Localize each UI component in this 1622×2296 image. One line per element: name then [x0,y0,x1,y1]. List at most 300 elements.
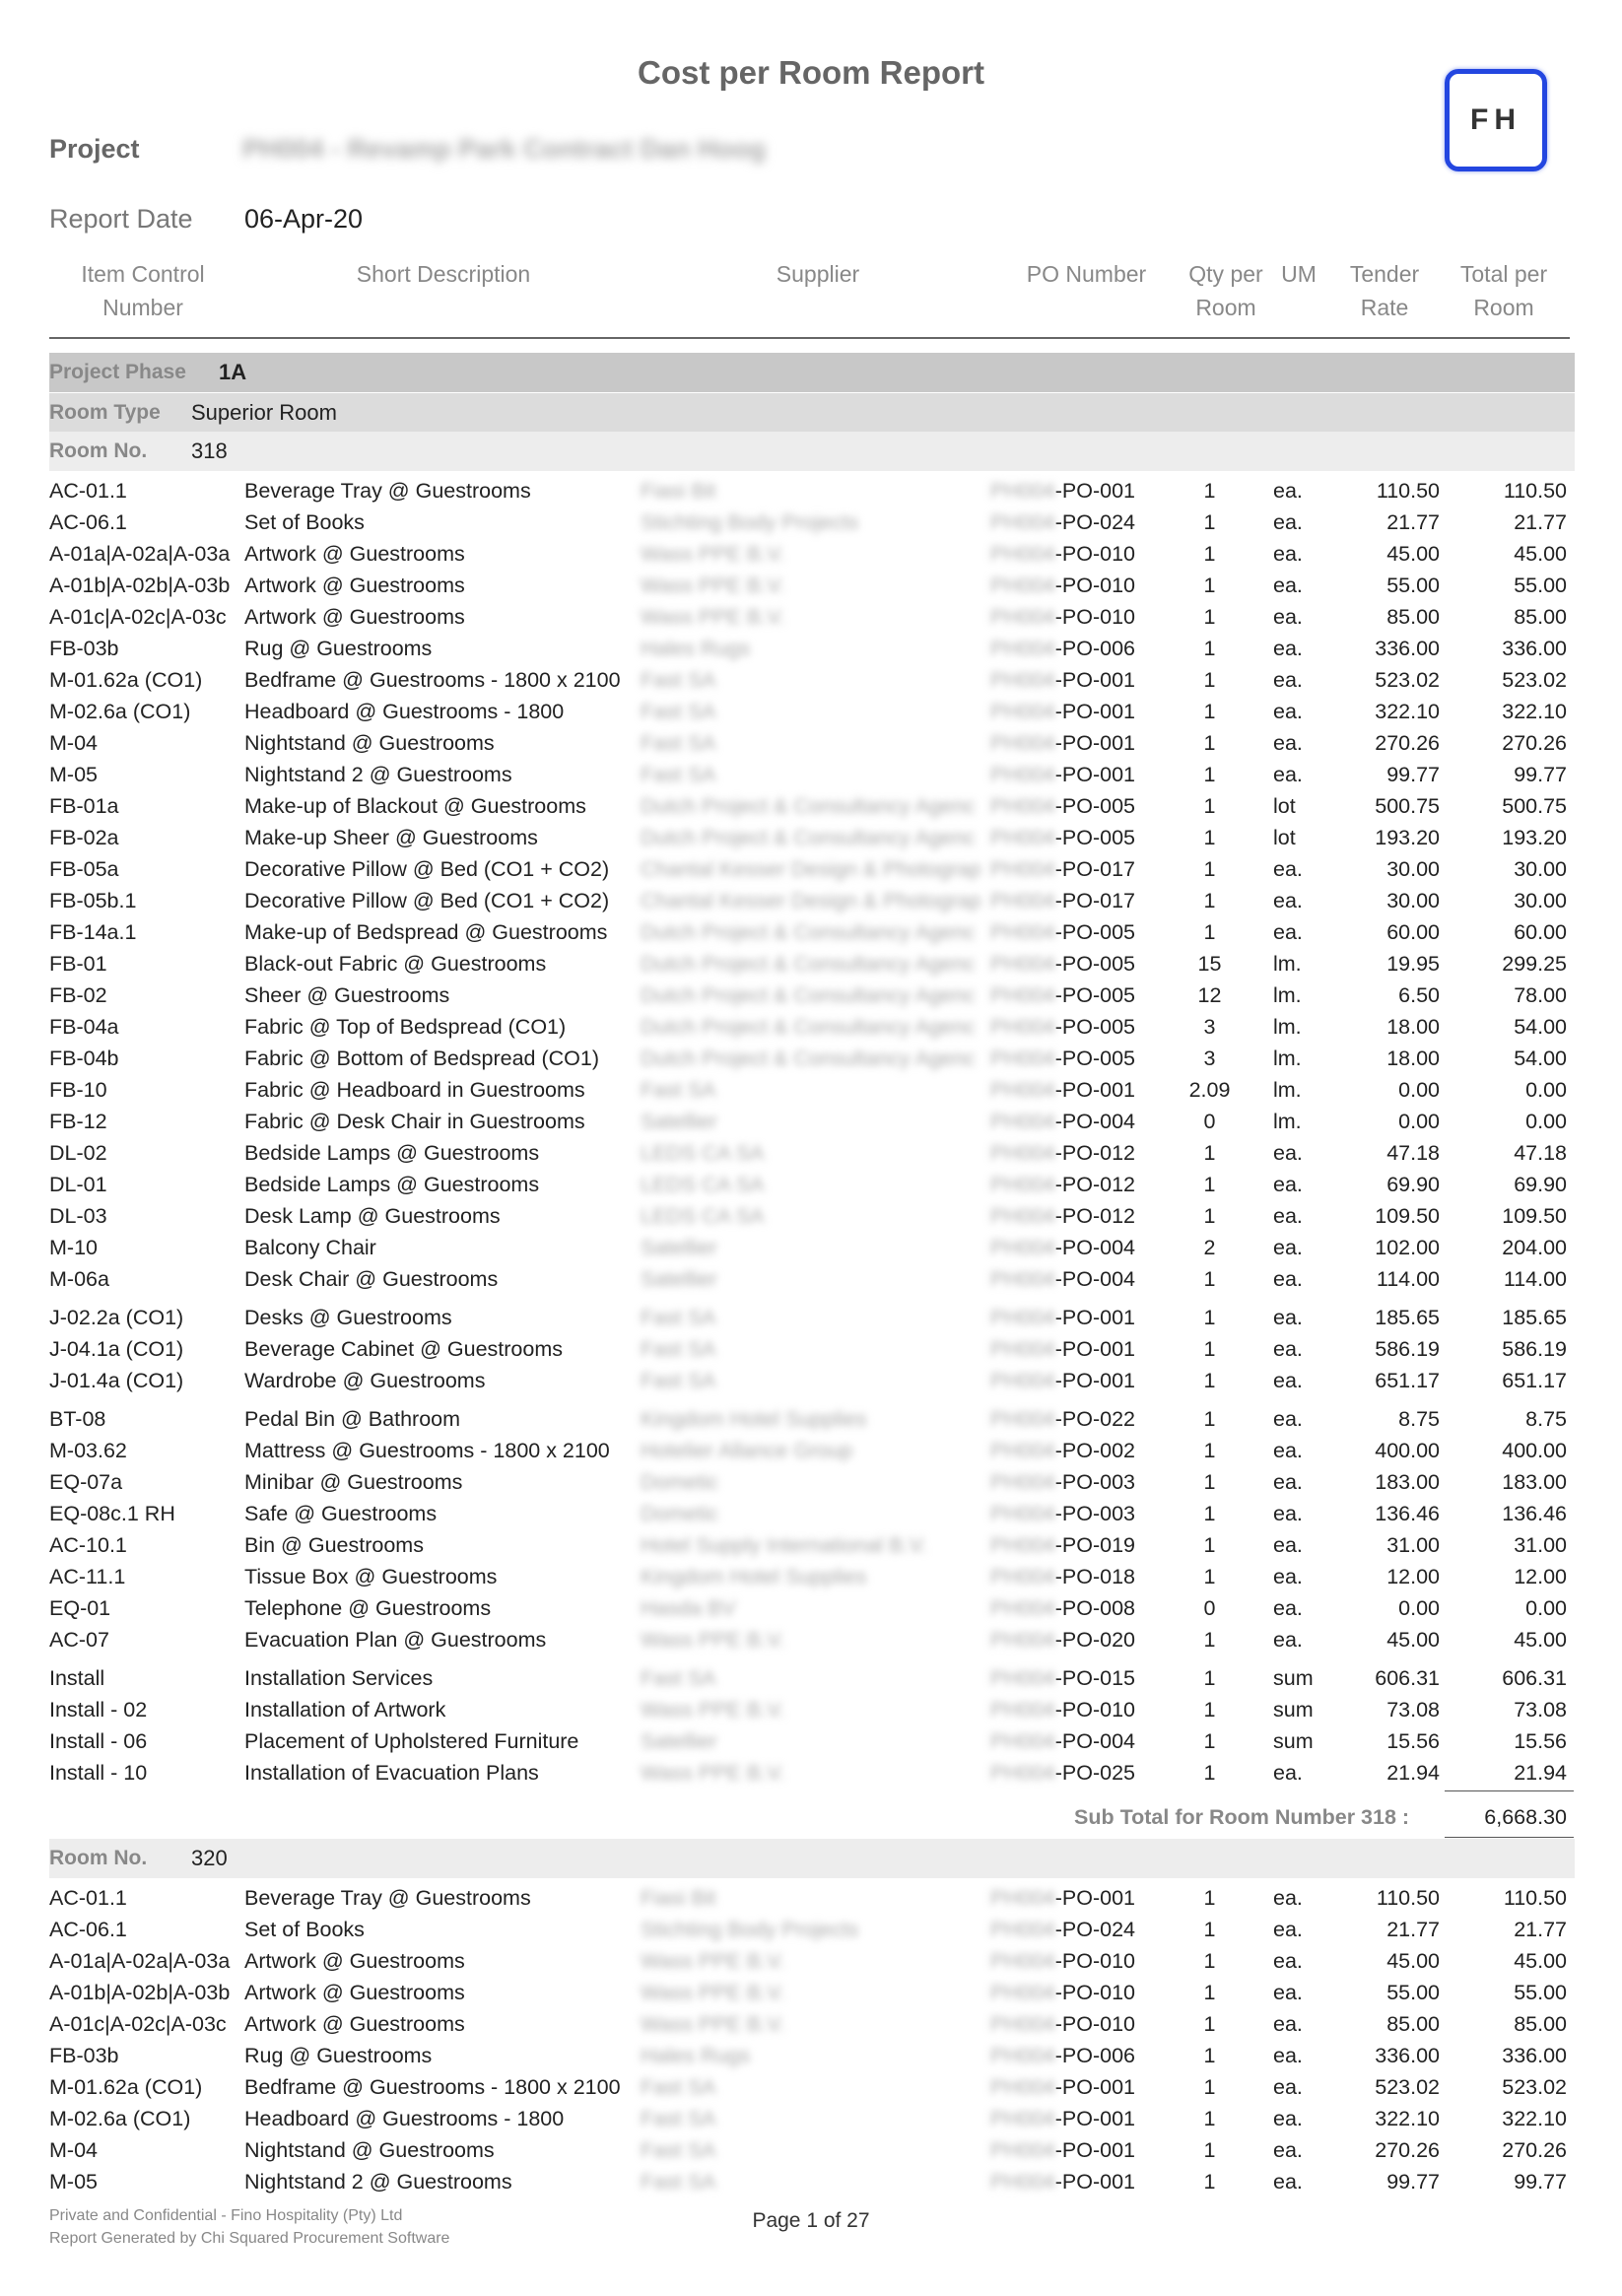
total-per-room: 45.00 [1514,542,1567,566]
table-row [0,1726,1622,1758]
po-number [990,763,1136,787]
supplier: Wass PPE B.V. [641,542,785,566]
total-per-room: 270.26 [1502,2138,1567,2162]
item-control-number: M-04 [49,2138,98,2162]
po-prefix: PH004 [990,605,1055,629]
po-suffix: -PO-001 [1054,731,1136,755]
unit-of-measure: ea. [1273,700,1303,723]
short-description: Telephone @ Guestrooms [244,1596,492,1620]
total-per-room: 586.19 [1502,1337,1567,1361]
supplier: Fast SA [641,668,716,692]
qty-per-room: 1 [1203,605,1216,629]
item-control-number: M-03.62 [49,1439,127,1462]
unit-of-measure: lot [1273,794,1296,818]
qty-per-room: 1 [1203,1173,1216,1196]
po-number [990,1628,1136,1653]
po-prefix: PH004 [990,542,1055,566]
qty-per-room: 1 [1203,1886,1216,1910]
po-number [990,700,1136,724]
po-prefix: PH004 [990,1918,1055,1941]
item-control-number: FB-12 [49,1110,107,1133]
supplier: Chantal Kesser Design & Photograp [641,857,980,881]
supplier: LEDS CA SA [641,1141,765,1165]
short-description: Beverage Cabinet @ Guestrooms [244,1337,563,1361]
unit-of-measure: ea. [1273,857,1303,881]
total-per-room: 21.77 [1514,510,1567,534]
unit-of-measure: lot [1273,826,1296,849]
tender-rate: 400.00 [1375,1439,1440,1462]
qty-per-room: 1 [1203,1470,1216,1494]
report-date-value: 06-Apr-20 [244,204,364,234]
po-suffix: -PO-022 [1054,1407,1136,1431]
po-suffix: -PO-003 [1054,1502,1136,1525]
total-per-room: 69.90 [1514,1173,1567,1196]
table-row [0,760,1622,791]
table-row [0,1201,1622,1233]
table-row [0,1499,1622,1530]
po-prefix: PH004 [990,2170,1055,2194]
po-prefix: PH004 [990,1267,1055,1291]
col-header-supplier: Supplier [776,261,860,287]
po-number [990,1886,1136,1911]
item-control-number: FB-02 [49,983,107,1007]
qty-per-room: 1 [1203,1918,1216,1941]
item-control-number: DL-02 [49,1141,107,1165]
total-per-room: 73.08 [1514,1698,1567,1722]
tender-rate: 651.17 [1375,1369,1440,1392]
table-row [0,1978,1622,2009]
total-per-room: 45.00 [1514,1628,1567,1652]
tender-rate: 21.77 [1386,1918,1440,1941]
total-per-room: 0.00 [1525,1596,1567,1620]
po-prefix: PH004 [990,1173,1055,1196]
item-control-number: Install - 06 [49,1729,148,1753]
po-prefix: PH004 [990,952,1055,976]
qty-per-room: 1 [1203,1981,1216,2004]
qty-per-room: 1 [1203,1565,1216,1588]
supplier: Fast SA [641,2170,716,2194]
short-description: Nightstand 2 @ Guestrooms [244,763,512,786]
tender-rate: 21.77 [1386,510,1440,534]
item-control-number: EQ-07a [49,1470,123,1494]
table-row [0,697,1622,728]
total-per-room: 651.17 [1502,1369,1567,1392]
short-description: Installation Services [244,1666,434,1690]
tender-rate: 110.50 [1376,1886,1440,1910]
short-description: Artwork @ Guestrooms [244,1949,465,1973]
po-number [990,574,1136,598]
item-control-number: J-04.1a (CO1) [49,1337,184,1361]
total-per-room: 85.00 [1514,605,1567,629]
supplier: Dutch Project & Consultancy Agenc [641,826,976,849]
total-per-room: 606.31 [1502,1666,1567,1690]
unit-of-measure: sum [1273,1729,1314,1753]
short-description: Minibar @ Guestrooms [244,1470,463,1494]
short-description: Desks @ Guestrooms [244,1306,452,1329]
unit-of-measure: ea. [1273,2075,1303,2099]
po-suffix: -PO-005 [1054,1047,1136,1070]
supplier: Stichting Body Projects [641,510,859,534]
po-number [990,1267,1136,1292]
qty-per-room: 1 [1203,1666,1216,1690]
po-suffix: -PO-001 [1054,668,1136,692]
room-no-band-320 [49,1839,1575,1878]
project-phase-value: 1A [219,360,247,384]
qty-per-room: 1 [1203,1407,1216,1431]
qty-per-room: 1 [1203,1949,1216,1973]
po-suffix: -PO-010 [1054,1698,1136,1722]
table-row [0,1264,1622,1296]
supplier: Wass PPE B.V. [641,1761,785,1785]
po-number [990,1306,1136,1330]
table-row [0,1436,1622,1467]
qty-per-room: 1 [1203,668,1216,692]
item-control-number: A-01b|A-02b|A-03b [49,574,231,597]
supplier: Fast SA [641,1306,716,1329]
po-prefix: PH004 [990,1141,1055,1165]
po-suffix: -PO-020 [1054,1628,1136,1652]
supplier: Fast SA [641,1337,716,1361]
po-suffix: -PO-001 [1054,1369,1136,1392]
total-per-room: 54.00 [1514,1047,1567,1070]
short-description: Sheer @ Guestrooms [244,983,450,1007]
room-no-band-318 [49,432,1575,471]
tender-rate: 109.50 [1375,1204,1440,1228]
total-per-room: 21.77 [1514,1918,1567,1941]
po-number [990,605,1136,630]
po-suffix: -PO-005 [1054,1015,1136,1039]
po-number [990,983,1136,1008]
supplier: Fiasi Bit [641,479,716,503]
col-header-tender-rate: Tender Rate [1349,261,1420,320]
po-suffix: -PO-001 [1054,2075,1136,2099]
po-number [990,952,1136,977]
tender-rate: 136.46 [1375,1502,1440,1525]
unit-of-measure: ea. [1273,1886,1303,1910]
supplier: Kingdom Hotel Supplies [641,1407,867,1431]
tender-rate: 500.75 [1375,794,1440,818]
item-control-number: J-01.4a (CO1) [49,1369,184,1392]
total-per-room: 45.00 [1514,1949,1567,1973]
unit-of-measure: lm. [1273,1110,1302,1133]
table-row [0,1467,1622,1499]
po-suffix: -PO-004 [1054,1110,1136,1133]
room-no-value: 320 [191,1846,228,1870]
table-row [0,1530,1622,1562]
report-title: Cost per Room Report [637,54,984,91]
supplier: Chantal Kesser Design & Photograp [641,889,980,912]
po-number [990,1078,1136,1103]
supplier: Satellier [641,1236,717,1259]
unit-of-measure: ea. [1273,2170,1303,2194]
unit-of-measure: ea. [1273,1761,1303,1785]
supplier: Stichting Body Projects [641,1918,859,1941]
supplier: Fast SA [641,731,716,755]
qty-per-room: 1 [1203,2138,1216,2162]
qty-per-room: 1 [1203,1761,1216,1785]
po-number [990,920,1136,945]
supplier: Wass PPE B.V. [641,1949,785,1973]
short-description: Headboard @ Guestrooms - 1800 [244,700,565,723]
po-suffix: -PO-018 [1054,1565,1136,1588]
po-number [990,1729,1136,1754]
tender-rate: 47.18 [1386,1141,1440,1165]
table-row [0,980,1622,1012]
short-description: Bin @ Guestrooms [244,1533,424,1557]
table-row [0,1138,1622,1170]
po-prefix: PH004 [990,1981,1055,2004]
col-header-short-description: Short Description [356,261,531,287]
item-control-number: BT-08 [49,1407,106,1431]
po-number [990,668,1136,693]
po-number [990,1015,1136,1040]
po-prefix: PH004 [990,1407,1055,1431]
page-number: Page 1 of 27 [752,2209,870,2232]
po-prefix: PH004 [990,2107,1055,2130]
project-label: Project [49,134,140,164]
room-type-band [49,393,1575,433]
supplier: Hotelier Allance Group [641,1439,853,1462]
footer-generated-by: Report Generated by Chi Squared Procurement Software [49,2230,450,2247]
short-description: Headboard @ Guestrooms - 1800 [244,2107,565,2130]
table-row [0,539,1622,571]
qty-per-room: 1 [1203,2170,1216,2194]
table-row [0,1044,1622,1075]
po-prefix: PH004 [990,2138,1055,2162]
qty-per-room: 1 [1203,574,1216,597]
unit-of-measure: lm. [1273,1078,1302,1102]
po-suffix: -PO-010 [1054,1949,1136,1973]
short-description: Desk Chair @ Guestrooms [244,1267,499,1291]
col-header-qty-per-room: Qty per Room [1188,261,1263,320]
po-number [990,1173,1136,1197]
po-prefix: PH004 [990,826,1055,849]
table-row [0,1562,1622,1593]
qty-per-room: 1 [1203,1533,1216,1557]
total-per-room: 30.00 [1514,889,1567,912]
unit-of-measure: ea. [1273,1173,1303,1196]
col-header-um: UM [1281,261,1317,287]
unit-of-measure: ea. [1273,1204,1303,1228]
qty-per-room: 2 [1203,1236,1216,1259]
po-number [990,1047,1136,1071]
table-row [0,507,1622,539]
unit-of-measure: ea. [1273,1141,1303,1165]
po-prefix: PH004 [990,2012,1055,2036]
unit-of-measure: ea. [1273,731,1303,755]
table-row [0,1883,1622,1915]
tender-rate: 73.08 [1386,1698,1440,1722]
table-row [0,634,1622,665]
total-per-room: 336.00 [1502,637,1567,660]
table-row [0,854,1622,886]
item-control-number: AC-01.1 [49,1886,127,1910]
po-number [990,1407,1136,1432]
table-row [0,886,1622,917]
qty-per-room: 1 [1203,1337,1216,1361]
tender-rate: 102.00 [1375,1236,1440,1259]
supplier: Satellier [641,1729,717,1753]
tender-rate: 18.00 [1386,1047,1440,1070]
qty-per-room: 1 [1203,700,1216,723]
tender-rate: 606.31 [1375,1666,1440,1690]
table-row [0,2135,1622,2167]
item-control-number: AC-07 [49,1628,109,1652]
item-control-number: M-05 [49,763,98,786]
tender-rate: 336.00 [1375,637,1440,660]
subtotal-rule-bottom [1445,1837,1574,1838]
qty-per-room: 1 [1203,1729,1216,1753]
short-description: Bedframe @ Guestrooms - 1800 x 2100 [244,668,621,692]
total-per-room: 55.00 [1514,1981,1567,2004]
total-per-room: 322.10 [1502,700,1567,723]
po-prefix: PH004 [990,1596,1055,1620]
table-row [0,1758,1622,1790]
tender-rate: 270.26 [1375,2138,1440,2162]
room-type-value: Superior Room [191,400,337,425]
tender-rate: 15.56 [1386,1729,1440,1753]
item-control-number: M-05 [49,2170,98,2194]
table-row [0,2009,1622,2041]
po-prefix: PH004 [990,1369,1055,1392]
short-description: Pedal Bin @ Bathroom [244,1407,461,1431]
tender-rate: 185.65 [1375,1306,1440,1329]
supplier: LEDS CA SA [641,1173,765,1196]
project-value: PH004 - Revamp Park Contract Dan Hoog [242,134,767,164]
short-description: Black-out Fabric @ Guestrooms [244,952,547,976]
total-per-room: 204.00 [1502,1236,1567,1259]
unit-of-measure: ea. [1273,1949,1303,1973]
table-row [0,823,1622,854]
col-header-po-number: PO Number [1026,261,1147,287]
supplier: Hotel Supply International B.V. [641,1533,927,1557]
tender-rate: 55.00 [1386,574,1440,597]
total-per-room: 193.20 [1502,826,1567,849]
supplier: Fast SA [641,1078,716,1102]
unit-of-measure: ea. [1273,2107,1303,2130]
po-prefix: PH004 [990,1565,1055,1588]
total-per-room: 31.00 [1514,1533,1567,1557]
supplier: Fiasi Bit [641,1886,716,1910]
item-control-number: A-01b|A-02b|A-03b [49,1981,231,2004]
qty-per-room: 1 [1203,1306,1216,1329]
short-description: Artwork @ Guestrooms [244,574,465,597]
po-suffix: -PO-005 [1054,794,1136,818]
table-row [0,949,1622,980]
unit-of-measure: lm. [1273,983,1302,1007]
subtotal-rule-top [1445,1790,1574,1791]
room-no-label: Room No. [49,1847,148,1869]
qty-per-room: 1 [1203,637,1216,660]
po-prefix: PH004 [990,1761,1055,1785]
tender-rate: 523.02 [1375,2075,1440,2099]
supplier: LEDS CA SA [641,1204,765,1228]
po-suffix: -PO-001 [1054,1886,1136,1910]
po-number [990,826,1136,850]
supplier: Hasda BV [641,1596,736,1620]
qty-per-room: 0 [1203,1596,1216,1620]
po-suffix: -PO-004 [1054,1236,1136,1259]
tender-rate: 183.00 [1375,1470,1440,1494]
po-suffix: -PO-001 [1054,1306,1136,1329]
table-row [0,2072,1622,2104]
total-per-room: 523.02 [1502,2075,1567,2099]
supplier: Dutch Project & Consultancy Agenc [641,920,976,944]
room-no-value: 318 [191,439,228,463]
total-per-room: 114.00 [1503,1267,1567,1291]
po-number [990,2138,1136,2163]
item-control-number: FB-04a [49,1015,119,1039]
tender-rate: 193.20 [1375,826,1440,849]
table-row [0,1075,1622,1107]
unit-of-measure: sum [1273,1698,1314,1722]
project-phase-band [49,353,1575,392]
tender-rate: 523.02 [1375,668,1440,692]
po-number [990,1439,1136,1463]
total-per-room: 500.75 [1502,794,1567,818]
item-control-number: M-01.62a (CO1) [49,668,203,692]
unit-of-measure: ea. [1273,1236,1303,1259]
po-suffix: -PO-001 [1054,2138,1136,2162]
short-description: Artwork @ Guestrooms [244,542,465,566]
short-description: Set of Books [244,510,365,534]
total-per-room: 21.94 [1514,1761,1567,1785]
table-row [0,571,1622,602]
po-suffix: -PO-010 [1054,1981,1136,2004]
po-suffix: -PO-010 [1054,605,1136,629]
unit-of-measure: ea. [1273,479,1303,503]
qty-per-room: 1 [1203,1369,1216,1392]
table-row [0,1012,1622,1044]
po-suffix: -PO-001 [1054,763,1136,786]
po-number [990,1761,1136,1786]
po-suffix: -PO-004 [1054,1729,1136,1753]
item-control-number: FB-14a.1 [49,920,137,944]
unit-of-measure: ea. [1273,1981,1303,2004]
item-control-number: FB-03b [49,2044,119,2067]
po-suffix: -PO-010 [1054,574,1136,597]
table-row [0,728,1622,760]
po-suffix: -PO-012 [1054,1141,1136,1165]
qty-per-room: 1 [1203,920,1216,944]
po-suffix: -PO-006 [1054,637,1136,660]
qty-per-room: 1 [1203,1698,1216,1722]
qty-per-room: 1 [1203,731,1216,755]
supplier: Wass PPE B.V. [641,574,785,597]
qty-per-room: 1 [1203,1628,1216,1652]
tender-rate: 21.94 [1386,1761,1440,1785]
unit-of-measure: ea. [1273,1306,1303,1329]
po-suffix: -PO-005 [1054,826,1136,849]
unit-of-measure: ea. [1273,920,1303,944]
unit-of-measure: ea. [1273,2012,1303,2036]
total-per-room: 15.56 [1514,1729,1567,1753]
room-type-label: Room Type [49,401,161,424]
short-description: Placement of Upholstered Furniture [244,1729,579,1753]
po-number [990,510,1136,535]
item-control-number: FB-01a [49,794,119,818]
po-prefix: PH004 [990,2044,1055,2067]
unit-of-measure: ea. [1273,1267,1303,1291]
qty-per-room: 1 [1203,2075,1216,2099]
tender-rate: 322.10 [1375,2107,1440,2130]
po-prefix: PH004 [990,1729,1055,1753]
po-prefix: PH004 [990,1047,1055,1070]
total-per-room: 270.26 [1502,731,1567,755]
qty-per-room: 2.09 [1188,1078,1231,1102]
short-description: Fabric @ Top of Bedspread (CO1) [244,1015,567,1039]
item-control-number: FB-05a [49,857,119,881]
